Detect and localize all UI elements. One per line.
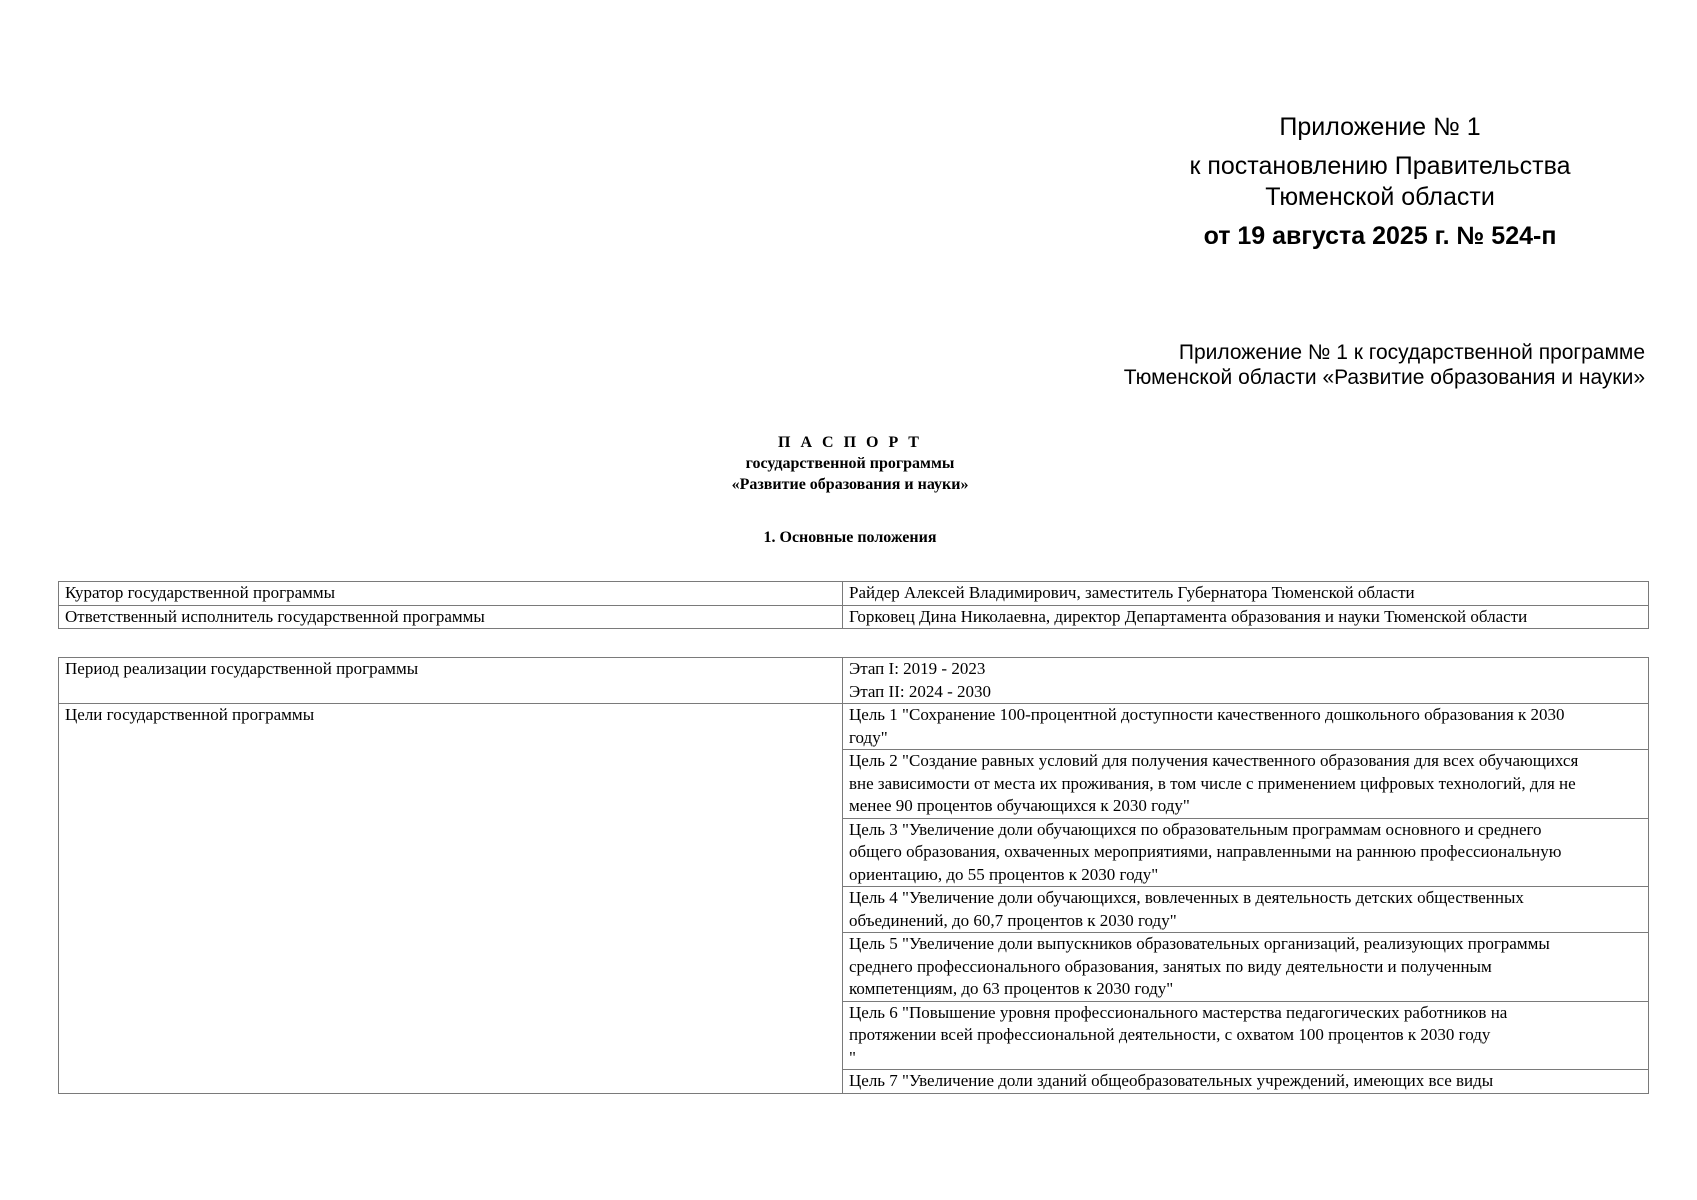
goals-label: Цели государственной программы [59,704,843,1094]
executor-label: Ответственный исполнитель государственной программы [59,605,843,629]
goal-item [843,933,1649,1002]
goal-text-line: объединений, до 60,7 процентов к 2030 году" [849,910,1177,930]
goal-text-line: Цель 6 "Повышение уровня профессионального мастерства педагогических работников на [849,1002,1508,1022]
goal-text-line: ориентацию, до 55 процентов к 2030 году" [849,864,1159,884]
annex-resolution-ref: к постановлению Правительства Тюменской области [1189,152,1571,211]
passport-subtitle-1: государственной программы [745,455,955,472]
goal-item [843,750,1649,819]
goal-item [843,704,1649,750]
program-annex-line1: Приложение № 1 к государственной программе [1178,341,1645,364]
goal-text-line: Цель 4 "Увеличение доли обучающихся, вовлеченных в деятельность детских общественных [849,888,1524,907]
period-stage-2: Этап II: 2024 - 2030 [849,681,991,701]
program-annex-line2: Тюменской области «Развитие образования и науки» [1123,366,1645,389]
table-row [59,582,1649,606]
goal-item [843,1001,1649,1070]
goal-text-line: Цель 5 "Увеличение доли выпускников образовательных организаций, реализующих программы [849,934,1550,953]
table-row [59,658,1649,704]
main-provisions-table [58,581,1649,629]
goal-item [843,818,1649,887]
passport-title: П А С П О Р Т [778,434,922,451]
period-value [843,658,1649,704]
executor-value: Горковец Дина Николаевна, директор Департамента образования и науки Тюменской области [843,605,1649,629]
goal-text-line: Цель 1 "Сохранение 100-процентной доступности качественного дошкольного образования к 2030 [849,705,1565,724]
table-row [59,605,1649,629]
goal-text-line: общего образования, охваченных мероприятиями, направленными на раннюю профессиональную [849,842,1562,861]
goal-text-line: вне зависимости от места их проживания, в том числе с применением цифровых технологий, для не [849,773,1576,793]
passport-subtitle-2: «Развитие образования и науки» [731,476,969,493]
goal-text-line: Цель 7 "Увеличение доли зданий общеобразовательных учреждений, имеющих все виды [849,1071,1494,1090]
period-goals-table [58,657,1649,1094]
goal-text-line: году" [849,727,888,747]
curator-label: Куратор государственной программы [59,582,843,606]
goal-item [843,887,1649,933]
period-label: Период реализации государственной программы [59,658,843,704]
goal-text-line: среднего профессионального образования, занятых по виду деятельности и полученным [849,956,1492,976]
curator-value: Райдер Алексей Владимирович, заместитель Губернатора Тюменской области [843,582,1649,606]
annex-date-number: от 19 августа 2025 г. № 524-п [1203,222,1557,250]
resolution-annex-header [1140,112,1620,252]
goal-text-line: " [849,1047,856,1067]
goal-text-line: Цель 3 "Увеличение доли обучающихся по образовательным программам основного и среднего [849,819,1542,839]
goal-item [843,1070,1649,1094]
period-stage-1: Этап I: 2019 - 2023 [849,659,986,678]
goal-text-line: компетенциям, до 63 процентов к 2030 году" [849,979,1174,998]
annex-title: Приложение № 1 [1279,113,1481,141]
passport-heading [600,432,1100,495]
table-row [59,704,1649,750]
goal-text-line: протяжении всей профессиональной деятельности, с охватом 100 процентов к 2030 году [849,1025,1491,1044]
goal-text-line: Цель 2 "Создание равных условий для получения качественного образования для всех обучающихся [849,751,1579,770]
section-title: 1. Основные положения [763,529,937,546]
goal-text-line: менее 90 процентов обучающихся к 2030 году" [849,796,1190,815]
program-annex-header [1005,340,1645,390]
